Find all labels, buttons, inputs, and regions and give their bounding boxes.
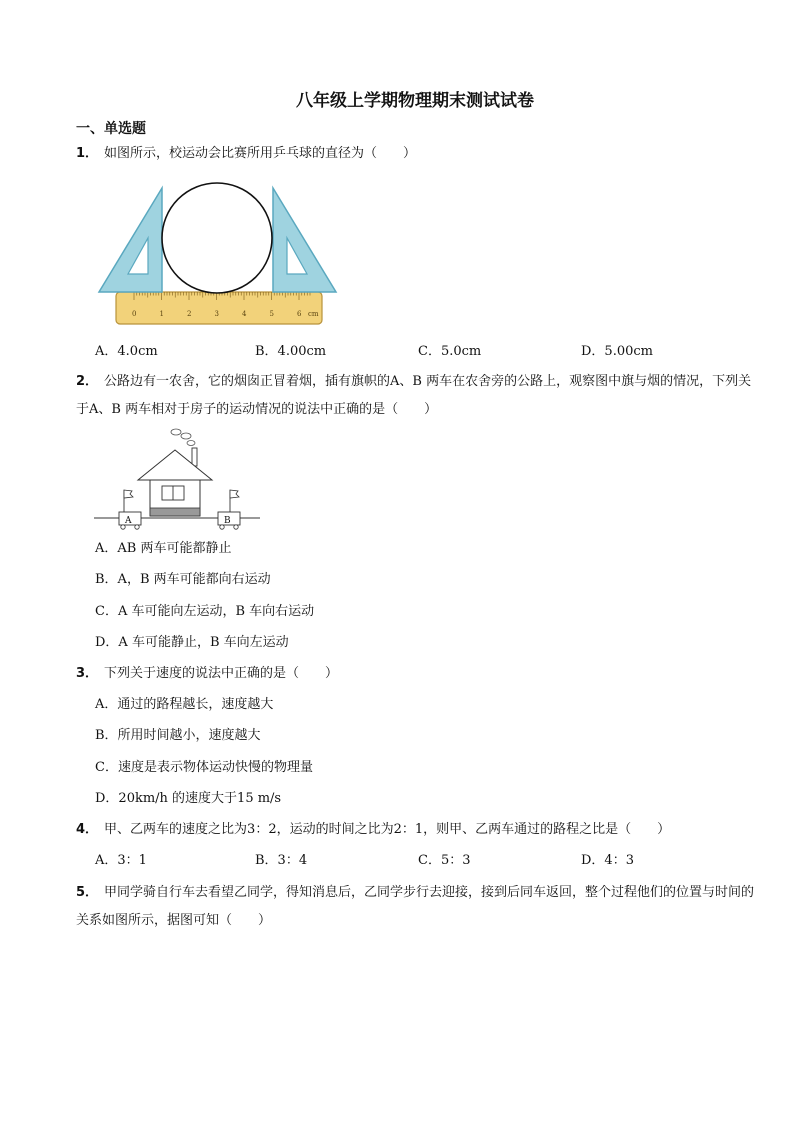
car-b-label: B <box>224 516 231 526</box>
question-2 <box>76 368 756 424</box>
left-set-square <box>99 188 162 292</box>
question-3 <box>76 664 338 684</box>
option-d: D．20km/h 的速度大于15 m/s <box>95 791 282 806</box>
ruler <box>116 292 322 324</box>
question-number: 2． <box>76 374 99 389</box>
option-a: A．通过的路程越长，速度越大 <box>95 697 274 712</box>
house-base <box>150 508 200 516</box>
question-text: 下列关于速度的说法中正确的是（ ） <box>104 666 339 681</box>
ruler-tick-label: 1 <box>159 310 164 318</box>
option-c: C．A 车可能向左运动，B 车向右运动 <box>95 604 315 619</box>
option-a: A．4.0cm <box>95 344 158 359</box>
chimney <box>192 448 197 466</box>
ruler-tick-label: 2 <box>187 310 192 318</box>
option-c: C．5.0cm <box>418 344 482 359</box>
question-number: 4． <box>76 822 99 837</box>
option-b: B．4.00cm <box>255 344 327 359</box>
ruler-tick-label: 6 <box>297 310 302 318</box>
question-text: 如图所示，校运动会比赛所用乒乓球的直径为（ ） <box>104 146 417 161</box>
flag-a <box>124 490 133 498</box>
car-a-label: A <box>125 516 132 526</box>
ruler-tick-label: 3 <box>214 310 219 318</box>
option-b: B．A，B 两车可能都向右运动 <box>95 572 271 587</box>
question-text: 甲同学骑自行车去看望乙同学，得知消息后，乙同学步行去迎接，接到后同车返回，整个过程他们的位置与时间的关系如图所示，据图可知（ ） <box>76 885 755 928</box>
smoke-puff <box>171 429 181 435</box>
smoke-puff <box>187 441 195 446</box>
ruler-tick-label: 4 <box>242 310 247 318</box>
ruler-tick-label: 0 <box>132 310 137 318</box>
question-5 <box>76 879 756 935</box>
option-d: D．A 车可能静止，B 车向左运动 <box>95 635 289 650</box>
question-4 <box>76 820 670 840</box>
ruler-unit-label: cm <box>308 310 319 318</box>
smoke-puff <box>181 433 191 439</box>
option-c: C．速度是表示物体运动快慢的物理量 <box>95 760 313 775</box>
ruler-pingpong-figure <box>96 180 341 328</box>
flag-b <box>230 490 239 498</box>
question-text: 甲、乙两车的速度之比为3：2，运动的时间之比为2：1，则甲、乙两车通过的路程之比是（ ） <box>104 822 671 837</box>
question-text: 公路边有一农舍，它的烟囱正冒着烟，插有旗帜的A、B 两车在农舍旁的公路上，观察图中旗与烟的情况，下列关于A、B 两车相对于房子的运动情况的说法中正确的是（ ） <box>76 374 752 417</box>
option-d: D．4：3 <box>581 853 634 868</box>
ruler-tick-label: 5 <box>269 310 274 318</box>
question-number: 3． <box>76 666 99 681</box>
house-cars-figure <box>92 428 262 534</box>
question-number: 1． <box>76 146 99 161</box>
option-a: A．3：1 <box>95 853 147 868</box>
pingpong-ball <box>162 183 272 293</box>
option-d: D．5.00cm <box>581 344 653 359</box>
option-a: A．AB 两车可能都静止 <box>95 541 232 556</box>
page-title: 八年级上学期物理期末测试试卷 <box>296 91 534 111</box>
option-c: C．5：3 <box>418 853 471 868</box>
section-heading: 一、单选题 <box>76 121 146 137</box>
question-number: 5． <box>76 885 99 900</box>
option-b: B．所用时间越小，速度越大 <box>95 728 261 743</box>
house-roof <box>138 450 212 480</box>
right-set-square <box>273 188 336 292</box>
option-b: B．3：4 <box>255 853 308 868</box>
question-1 <box>76 144 416 164</box>
